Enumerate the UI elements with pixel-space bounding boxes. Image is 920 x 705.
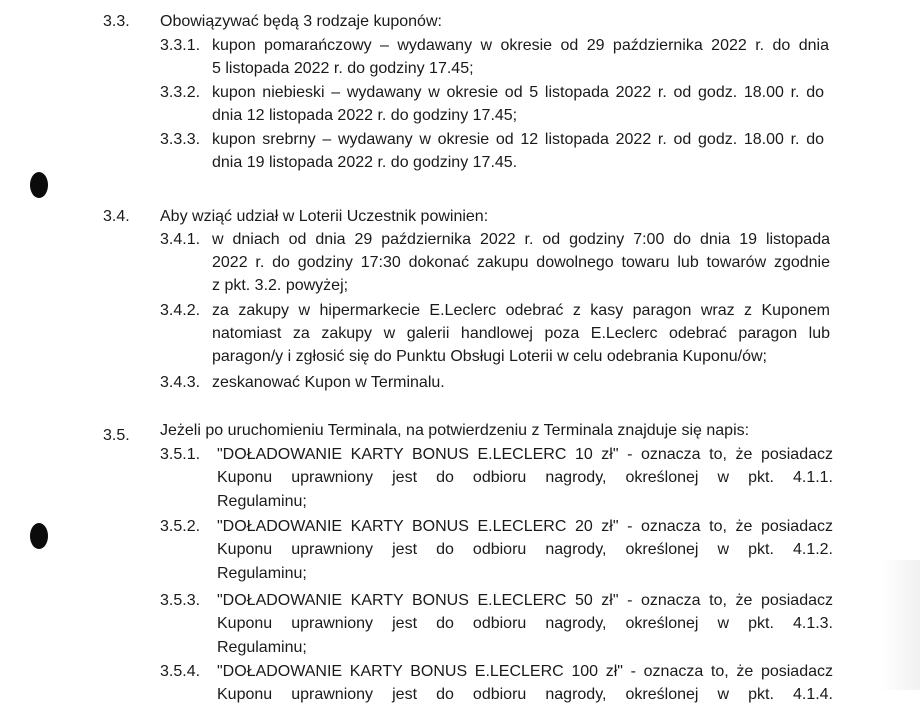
section-heading: Aby wziąć udział w Loterii Uczestnik powinien: bbox=[160, 208, 489, 225]
item-text: Regulaminu; bbox=[217, 493, 307, 510]
item-text: za zakupy w hipermarkecie E.Leclerc odebrać z kasy paragon wraz z Kuponem bbox=[212, 302, 830, 319]
section-heading: Jeżeli po uruchomieniu Terminala, na potwierdzeniu z Terminala znajduje się napis: bbox=[160, 422, 750, 439]
item-text: 2022 r. do godziny 17:30 dokonać zakupu dowolnego towaru lub towarów zgodnie bbox=[212, 254, 830, 271]
item-text: 5 listopada 2022 r. do godziny 17.45; bbox=[212, 60, 474, 77]
item-text: "DOŁADOWANIE KARTY BONUS E.LECLERC 50 zł" - oznacza to, że posiadacz bbox=[217, 592, 833, 609]
scan-shadow bbox=[880, 560, 920, 690]
item-text: Kuponu uprawniony jest do odbioru nagrody, określonej w pkt. 4.1.4. bbox=[217, 686, 833, 703]
item-text: zeskanować Kupon w Terminalu. bbox=[212, 374, 445, 391]
section-number: 3.5. bbox=[103, 427, 130, 444]
item-text: kupon niebieski – wydawany w okresie od 5 listopada 2022 r. od godz. 18.00 r. do bbox=[212, 84, 824, 101]
item-text: "DOŁADOWANIE KARTY BONUS E.LECLERC 10 zł" - oznacza to, że posiadacz bbox=[217, 446, 833, 463]
item-number: 3.5.4. bbox=[160, 663, 201, 680]
item-number: 3.3.3. bbox=[160, 131, 201, 148]
punch-hole bbox=[30, 523, 48, 549]
item-text: dnia 19 listopada 2022 r. do godziny 17.45. bbox=[212, 154, 518, 171]
item-text: dnia 12 listopada 2022 r. do godziny 17.45; bbox=[212, 107, 518, 124]
section-number: 3.4. bbox=[103, 208, 130, 225]
item-text: Regulaminu; bbox=[217, 565, 307, 582]
item-text: kupon pomarańczowy – wydawany w okresie od 29 października 2022 r. do dnia bbox=[212, 37, 829, 54]
item-text: paragon/y i zgłosić się do Punktu Obsługi Loterii w celu odebrania Kuponu/ów; bbox=[212, 348, 767, 365]
item-text: Regulaminu; bbox=[217, 639, 307, 656]
item-number: 3.5.2. bbox=[160, 518, 201, 535]
item-text: natomiast za zakupy w galerii handlowej poza E.Leclerc odebrać paragon lub bbox=[212, 325, 830, 342]
item-text: kupon srebrny – wydawany w okresie od 12 listopada 2022 r. od godz. 18.00 r. do bbox=[212, 131, 824, 148]
item-text: "DOŁADOWANIE KARTY BONUS E.LECLERC 20 zł" - oznacza to, że posiadacz bbox=[217, 518, 833, 535]
item-text: Kuponu uprawniony jest do odbioru nagrody, określonej w pkt. 4.1.2. bbox=[217, 541, 833, 558]
item-number: 3.4.1. bbox=[160, 231, 201, 248]
item-number: 3.3.1. bbox=[160, 37, 201, 54]
item-number: 3.4.2. bbox=[160, 302, 201, 319]
punch-hole bbox=[30, 172, 48, 198]
section-heading: Obowiązywać będą 3 rodzaje kuponów: bbox=[160, 13, 442, 30]
item-text: Kuponu uprawniony jest do odbioru nagrody, określonej w pkt. 4.1.3. bbox=[217, 615, 833, 632]
section-number: 3.3. bbox=[103, 13, 130, 30]
item-text: z pkt. 3.2. powyżej; bbox=[212, 277, 349, 294]
item-text: w dniach od dnia 29 października 2022 r. od godziny 7:00 do dnia 19 listopada bbox=[212, 231, 830, 248]
item-number: 3.5.1. bbox=[160, 446, 201, 463]
item-number: 3.4.3. bbox=[160, 374, 201, 391]
item-number: 3.5.3. bbox=[160, 592, 201, 609]
item-number: 3.3.2. bbox=[160, 84, 201, 101]
item-text: Kuponu uprawniony jest do odbioru nagrody, określonej w pkt. 4.1.1. bbox=[217, 469, 833, 486]
item-text: "DOŁADOWANIE KARTY BONUS E.LECLERC 100 zł" - oznacza to, że posiadacz bbox=[217, 663, 833, 680]
